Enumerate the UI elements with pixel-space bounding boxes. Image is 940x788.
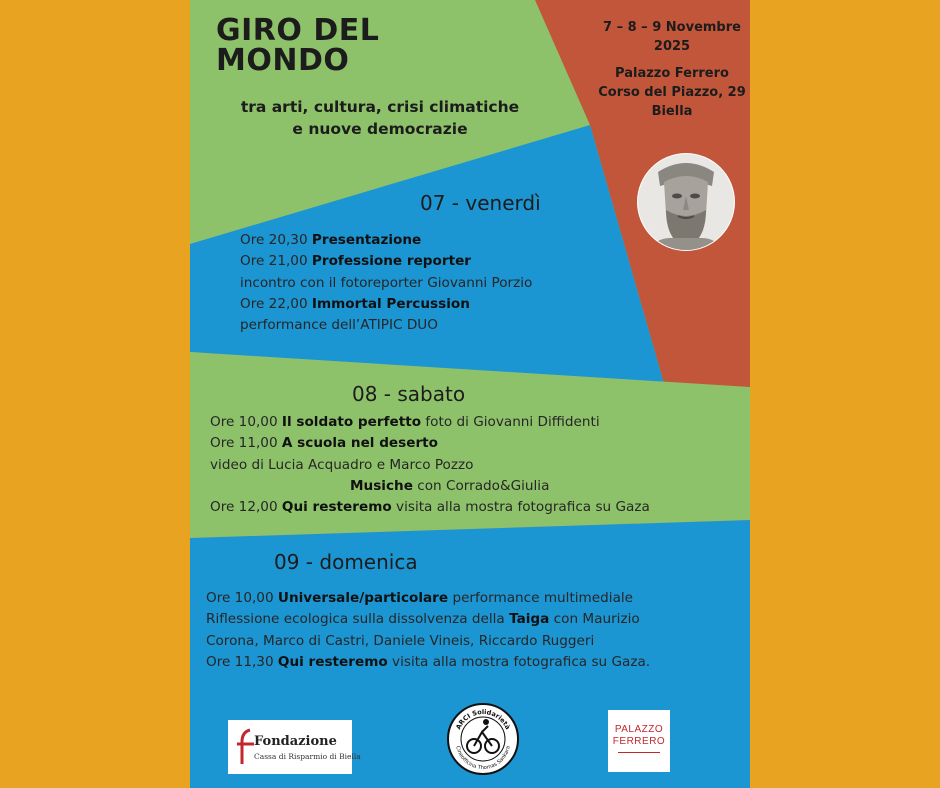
arci-bottom-text: Cineofficina Thomas Sankara (454, 745, 512, 772)
day2-events (210, 412, 650, 518)
event-line: Ore 10,00 Universale/particolare performance multimediale (206, 590, 634, 606)
palazzo-rule (618, 752, 660, 753)
title-line-2: MONDO (216, 43, 350, 78)
fondazione-name: Fondazione (254, 734, 337, 749)
subtitle-line-2: e nuove democrazie (292, 120, 468, 138)
event-line: incontro con il fotoreporter Giovanni Porzio (240, 274, 533, 291)
year: 2025 (653, 39, 691, 54)
event-line: Ore 12,00 Qui resteremo visita alla mostra fotografica su Gaza (210, 499, 650, 516)
event-line: Ore 22,00 Immortal Percussion (240, 295, 470, 312)
event-line: Ore 20,30 Presentazione (240, 232, 422, 248)
title-line-1: GIRO DEL (216, 13, 380, 48)
day1-events (240, 230, 532, 336)
event-line: Ore 11,00 A scuola nel deserto (210, 435, 438, 452)
event-line: video di Lucia Acquadro e Marco Pozzo (210, 456, 474, 473)
dates-block (572, 18, 750, 56)
fondazione-subtitle: Cassa di Risparmio di Biella (254, 752, 361, 761)
poster (190, 0, 750, 788)
arci-top-text: ARCI Solidarietà (454, 707, 512, 731)
event-line: Corona, Marco di Castri, Daniele Vineis, Riccardo Ruggeri (206, 632, 595, 649)
palazzo-line-2: FERRERO (612, 736, 666, 747)
subtitle-line-1: tra arti, cultura, crisi climatiche (240, 98, 520, 116)
event-line: Ore 11,30 Qui resteremo visita alla mostra fotografica su Gaza. (206, 653, 651, 670)
event-line: performance dell’ATIPIC DUO (240, 317, 438, 334)
arci-emblem-icon (446, 702, 520, 776)
dates: 7 – 8 – 9 Novembre (603, 20, 741, 35)
event-line: Riflessione ecologica sulla dissolvenza della Taiga con Maurizio (206, 611, 640, 628)
palazzo-line-1: PALAZZO (614, 724, 664, 735)
fondazione-logo (228, 720, 361, 774)
subtitle (210, 96, 550, 140)
event-line: Ore 10,00 Il soldato perfetto foto di Giovanni Diffidenti (210, 414, 600, 430)
venue-address: Corso del Piazzo, 29 (598, 85, 746, 100)
day3-events (206, 588, 650, 673)
poster-title (216, 13, 380, 78)
arci-logo (446, 702, 520, 776)
venue-block (572, 64, 750, 121)
day1-heading: 07 - venerdì (420, 191, 541, 215)
event-line: Musiche con Corrado&Giulia (350, 477, 550, 494)
palazzo-ferrero-logo (608, 710, 670, 772)
bust-portrait-icon (636, 152, 736, 252)
event-line: Ore 21,00 Professione reporter (240, 253, 471, 270)
day2-heading: 08 - sabato (352, 382, 466, 406)
venue-city: Biella (651, 104, 693, 119)
day3-heading: 09 - domenica (274, 550, 418, 574)
venue-name: Palazzo Ferrero (615, 66, 729, 81)
